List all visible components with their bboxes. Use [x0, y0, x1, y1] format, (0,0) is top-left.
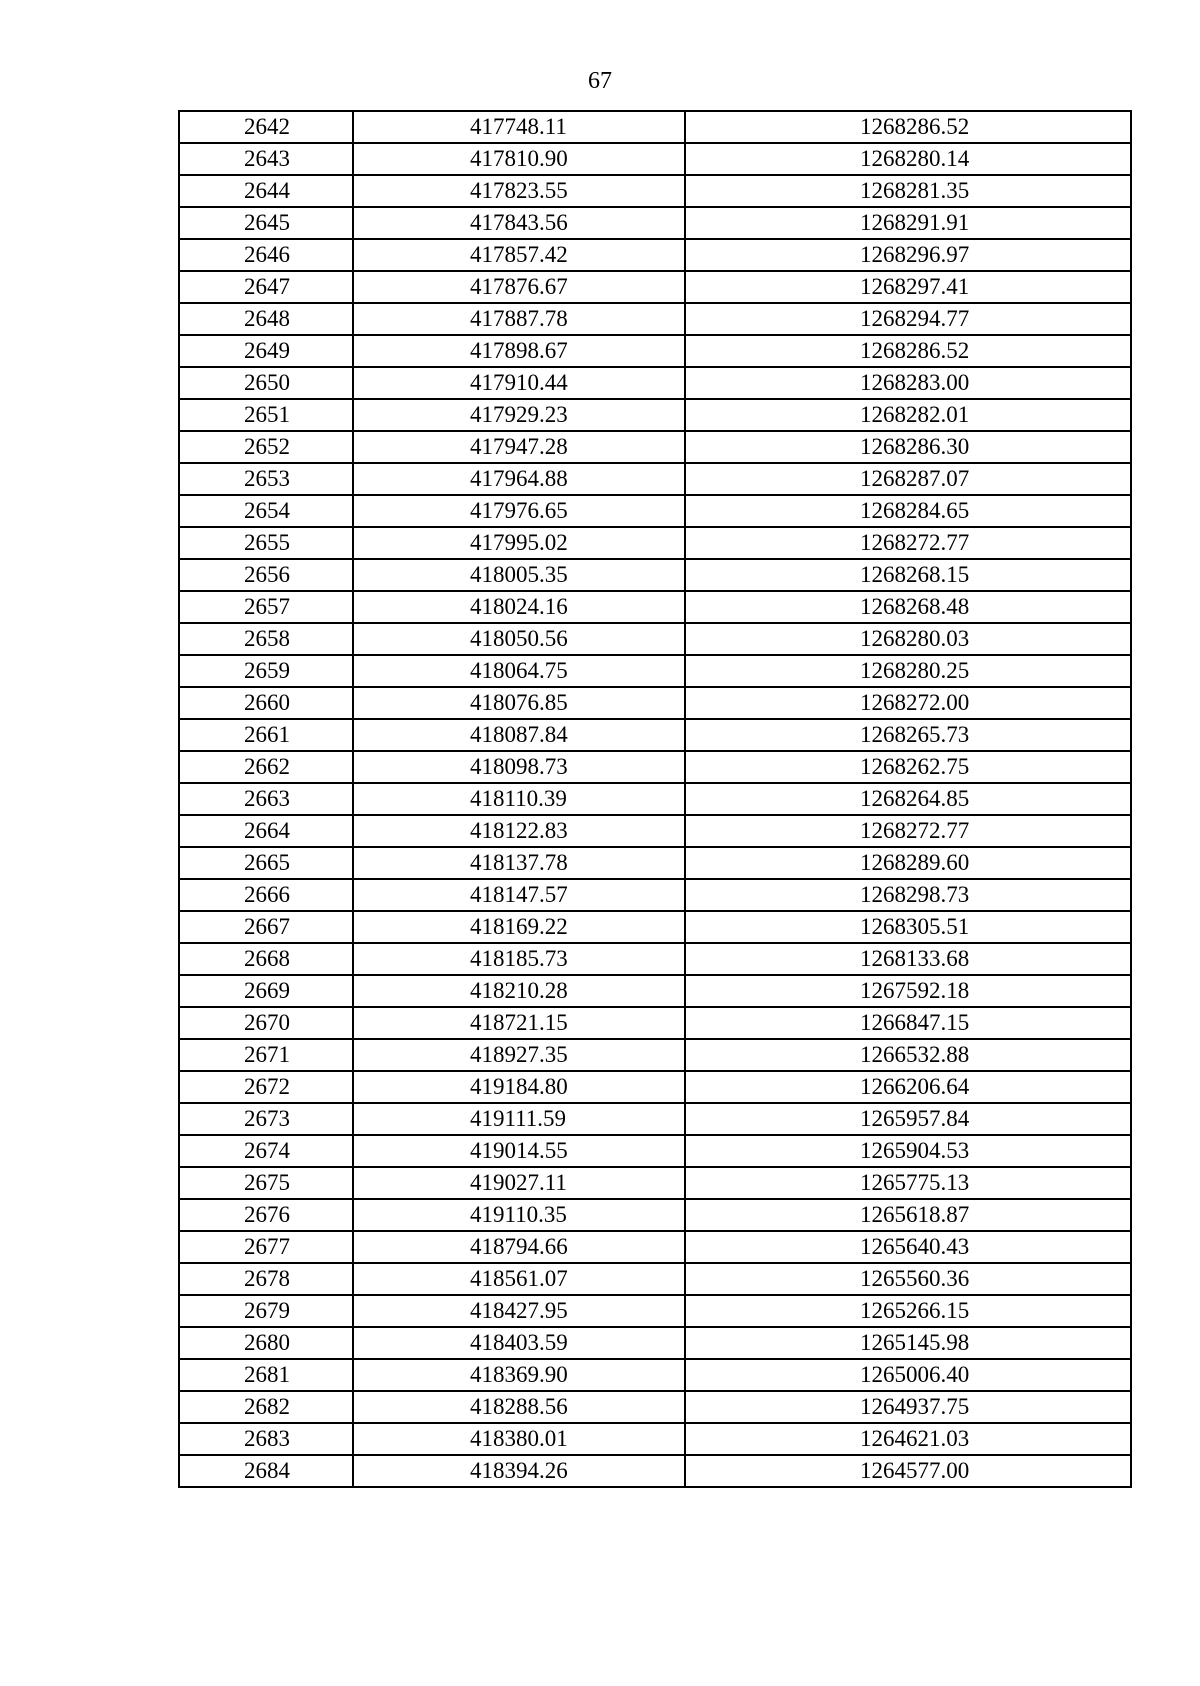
coordinates-table-body [179, 111, 1131, 1487]
y-coordinate-cell: 1266206.64 [685, 1071, 1131, 1103]
point-number-cell: 2662 [179, 751, 353, 783]
point-number-cell: 2655 [179, 527, 353, 559]
point-number-cell: 2658 [179, 623, 353, 655]
point-number-cell: 2659 [179, 655, 353, 687]
x-coordinate-cell: 418005.35 [353, 559, 685, 591]
table-row [179, 1359, 1131, 1391]
coordinates-table [178, 110, 1132, 1488]
point-number-cell: 2671 [179, 1039, 353, 1071]
table-row [179, 1071, 1131, 1103]
table-row [179, 783, 1131, 815]
point-number-cell: 2672 [179, 1071, 353, 1103]
table-row [179, 975, 1131, 1007]
x-coordinate-cell: 417823.55 [353, 175, 685, 207]
point-number-cell: 2679 [179, 1295, 353, 1327]
point-number-cell: 2680 [179, 1327, 353, 1359]
x-coordinate-cell: 417843.56 [353, 207, 685, 239]
y-coordinate-cell: 1265775.13 [685, 1167, 1131, 1199]
point-number-cell: 2675 [179, 1167, 353, 1199]
y-coordinate-cell: 1268284.65 [685, 495, 1131, 527]
table-row [179, 1039, 1131, 1071]
y-coordinate-cell: 1266847.15 [685, 1007, 1131, 1039]
point-number-cell: 2649 [179, 335, 353, 367]
point-number-cell: 2646 [179, 239, 353, 271]
y-coordinate-cell: 1268262.75 [685, 751, 1131, 783]
x-coordinate-cell: 418210.28 [353, 975, 685, 1007]
x-coordinate-cell: 419110.35 [353, 1199, 685, 1231]
table-row [179, 271, 1131, 303]
table-row [179, 1135, 1131, 1167]
y-coordinate-cell: 1268289.60 [685, 847, 1131, 879]
y-coordinate-cell: 1268283.00 [685, 367, 1131, 399]
x-coordinate-cell: 418098.73 [353, 751, 685, 783]
table-row [179, 911, 1131, 943]
x-coordinate-cell: 417964.88 [353, 463, 685, 495]
x-coordinate-cell: 417947.28 [353, 431, 685, 463]
point-number-cell: 2651 [179, 399, 353, 431]
y-coordinate-cell: 1268264.85 [685, 783, 1131, 815]
x-coordinate-cell: 418288.56 [353, 1391, 685, 1423]
y-coordinate-cell: 1268133.68 [685, 943, 1131, 975]
table-row [179, 1391, 1131, 1423]
y-coordinate-cell: 1265006.40 [685, 1359, 1131, 1391]
table-row [179, 943, 1131, 975]
y-coordinate-cell: 1268282.01 [685, 399, 1131, 431]
point-number-cell: 2666 [179, 879, 353, 911]
x-coordinate-cell: 419111.59 [353, 1103, 685, 1135]
x-coordinate-cell: 417857.42 [353, 239, 685, 271]
x-coordinate-cell: 418380.01 [353, 1423, 685, 1455]
point-number-cell: 2654 [179, 495, 353, 527]
x-coordinate-cell: 417995.02 [353, 527, 685, 559]
table-row [179, 1263, 1131, 1295]
y-coordinate-cell: 1268281.35 [685, 175, 1131, 207]
table-row [179, 1295, 1131, 1327]
table-row [179, 175, 1131, 207]
x-coordinate-cell: 418369.90 [353, 1359, 685, 1391]
y-coordinate-cell: 1268291.91 [685, 207, 1131, 239]
point-number-cell: 2661 [179, 719, 353, 751]
table-row [179, 687, 1131, 719]
table-row [179, 1007, 1131, 1039]
x-coordinate-cell: 418427.95 [353, 1295, 685, 1327]
table-row [179, 1167, 1131, 1199]
table-row [179, 1327, 1131, 1359]
y-coordinate-cell: 1265640.43 [685, 1231, 1131, 1263]
y-coordinate-cell: 1265957.84 [685, 1103, 1131, 1135]
x-coordinate-cell: 418394.26 [353, 1455, 685, 1487]
x-coordinate-cell: 418561.07 [353, 1263, 685, 1295]
point-number-cell: 2677 [179, 1231, 353, 1263]
table-row [179, 879, 1131, 911]
x-coordinate-cell: 418110.39 [353, 783, 685, 815]
x-coordinate-cell: 418087.84 [353, 719, 685, 751]
point-number-cell: 2681 [179, 1359, 353, 1391]
table-row [179, 815, 1131, 847]
point-number-cell: 2678 [179, 1263, 353, 1295]
point-number-cell: 2642 [179, 111, 353, 143]
y-coordinate-cell: 1268305.51 [685, 911, 1131, 943]
point-number-cell: 2663 [179, 783, 353, 815]
y-coordinate-cell: 1268268.15 [685, 559, 1131, 591]
point-number-cell: 2647 [179, 271, 353, 303]
table-row [179, 1423, 1131, 1455]
point-number-cell: 2650 [179, 367, 353, 399]
table-row [179, 559, 1131, 591]
table-row [179, 463, 1131, 495]
y-coordinate-cell: 1268272.77 [685, 815, 1131, 847]
table-row [179, 495, 1131, 527]
point-number-cell: 2664 [179, 815, 353, 847]
table-row [179, 143, 1131, 175]
x-coordinate-cell: 418050.56 [353, 623, 685, 655]
y-coordinate-cell: 1265618.87 [685, 1199, 1131, 1231]
point-number-cell: 2682 [179, 1391, 353, 1423]
table-row [179, 527, 1131, 559]
table-row [179, 1455, 1131, 1487]
y-coordinate-cell: 1268280.14 [685, 143, 1131, 175]
table-row [179, 399, 1131, 431]
x-coordinate-cell: 417898.67 [353, 335, 685, 367]
point-number-cell: 2668 [179, 943, 353, 975]
x-coordinate-cell: 419184.80 [353, 1071, 685, 1103]
x-coordinate-cell: 418169.22 [353, 911, 685, 943]
x-coordinate-cell: 417810.90 [353, 143, 685, 175]
point-number-cell: 2665 [179, 847, 353, 879]
table-row [179, 751, 1131, 783]
y-coordinate-cell: 1268298.73 [685, 879, 1131, 911]
y-coordinate-cell: 1264621.03 [685, 1423, 1131, 1455]
x-coordinate-cell: 418721.15 [353, 1007, 685, 1039]
x-coordinate-cell: 417976.65 [353, 495, 685, 527]
point-number-cell: 2660 [179, 687, 353, 719]
point-number-cell: 2656 [179, 559, 353, 591]
y-coordinate-cell: 1268294.77 [685, 303, 1131, 335]
table-row [179, 719, 1131, 751]
point-number-cell: 2653 [179, 463, 353, 495]
x-coordinate-cell: 417929.23 [353, 399, 685, 431]
table-row [179, 367, 1131, 399]
point-number-cell: 2670 [179, 1007, 353, 1039]
x-coordinate-cell: 419027.11 [353, 1167, 685, 1199]
table-row [179, 655, 1131, 687]
x-coordinate-cell: 418403.59 [353, 1327, 685, 1359]
table-row [179, 431, 1131, 463]
x-coordinate-cell: 418064.75 [353, 655, 685, 687]
table-row [179, 335, 1131, 367]
point-number-cell: 2667 [179, 911, 353, 943]
y-coordinate-cell: 1268272.77 [685, 527, 1131, 559]
page-number: 67 [588, 68, 612, 94]
y-coordinate-cell: 1268296.97 [685, 239, 1131, 271]
y-coordinate-cell: 1268286.30 [685, 431, 1131, 463]
table-row [179, 207, 1131, 239]
table-row [179, 1231, 1131, 1263]
point-number-cell: 2643 [179, 143, 353, 175]
y-coordinate-cell: 1268280.25 [685, 655, 1131, 687]
y-coordinate-cell: 1268265.73 [685, 719, 1131, 751]
y-coordinate-cell: 1268286.52 [685, 335, 1131, 367]
y-coordinate-cell: 1267592.18 [685, 975, 1131, 1007]
y-coordinate-cell: 1265560.36 [685, 1263, 1131, 1295]
y-coordinate-cell: 1268272.00 [685, 687, 1131, 719]
point-number-cell: 2683 [179, 1423, 353, 1455]
table-row [179, 1199, 1131, 1231]
table-row [179, 847, 1131, 879]
y-coordinate-cell: 1268280.03 [685, 623, 1131, 655]
point-number-cell: 2669 [179, 975, 353, 1007]
y-coordinate-cell: 1268268.48 [685, 591, 1131, 623]
x-coordinate-cell: 418185.73 [353, 943, 685, 975]
y-coordinate-cell: 1268287.07 [685, 463, 1131, 495]
point-number-cell: 2648 [179, 303, 353, 335]
x-coordinate-cell: 417887.78 [353, 303, 685, 335]
table-row [179, 111, 1131, 143]
y-coordinate-cell: 1268286.52 [685, 111, 1131, 143]
table-row [179, 239, 1131, 271]
y-coordinate-cell: 1268297.41 [685, 271, 1131, 303]
x-coordinate-cell: 418122.83 [353, 815, 685, 847]
y-coordinate-cell: 1265266.15 [685, 1295, 1131, 1327]
point-number-cell: 2644 [179, 175, 353, 207]
x-coordinate-cell: 418927.35 [353, 1039, 685, 1071]
x-coordinate-cell: 418137.78 [353, 847, 685, 879]
x-coordinate-cell: 417748.11 [353, 111, 685, 143]
x-coordinate-cell: 418024.16 [353, 591, 685, 623]
y-coordinate-cell: 1265904.53 [685, 1135, 1131, 1167]
y-coordinate-cell: 1266532.88 [685, 1039, 1131, 1071]
table-row [179, 303, 1131, 335]
table-row [179, 591, 1131, 623]
table-row [179, 1103, 1131, 1135]
x-coordinate-cell: 418147.57 [353, 879, 685, 911]
y-coordinate-cell: 1264577.00 [685, 1455, 1131, 1487]
x-coordinate-cell: 417876.67 [353, 271, 685, 303]
x-coordinate-cell: 418794.66 [353, 1231, 685, 1263]
point-number-cell: 2676 [179, 1199, 353, 1231]
x-coordinate-cell: 417910.44 [353, 367, 685, 399]
point-number-cell: 2674 [179, 1135, 353, 1167]
x-coordinate-cell: 418076.85 [353, 687, 685, 719]
point-number-cell: 2645 [179, 207, 353, 239]
x-coordinate-cell: 419014.55 [353, 1135, 685, 1167]
y-coordinate-cell: 1264937.75 [685, 1391, 1131, 1423]
point-number-cell: 2657 [179, 591, 353, 623]
point-number-cell: 2673 [179, 1103, 353, 1135]
point-number-cell: 2652 [179, 431, 353, 463]
point-number-cell: 2684 [179, 1455, 353, 1487]
table-row [179, 623, 1131, 655]
y-coordinate-cell: 1265145.98 [685, 1327, 1131, 1359]
